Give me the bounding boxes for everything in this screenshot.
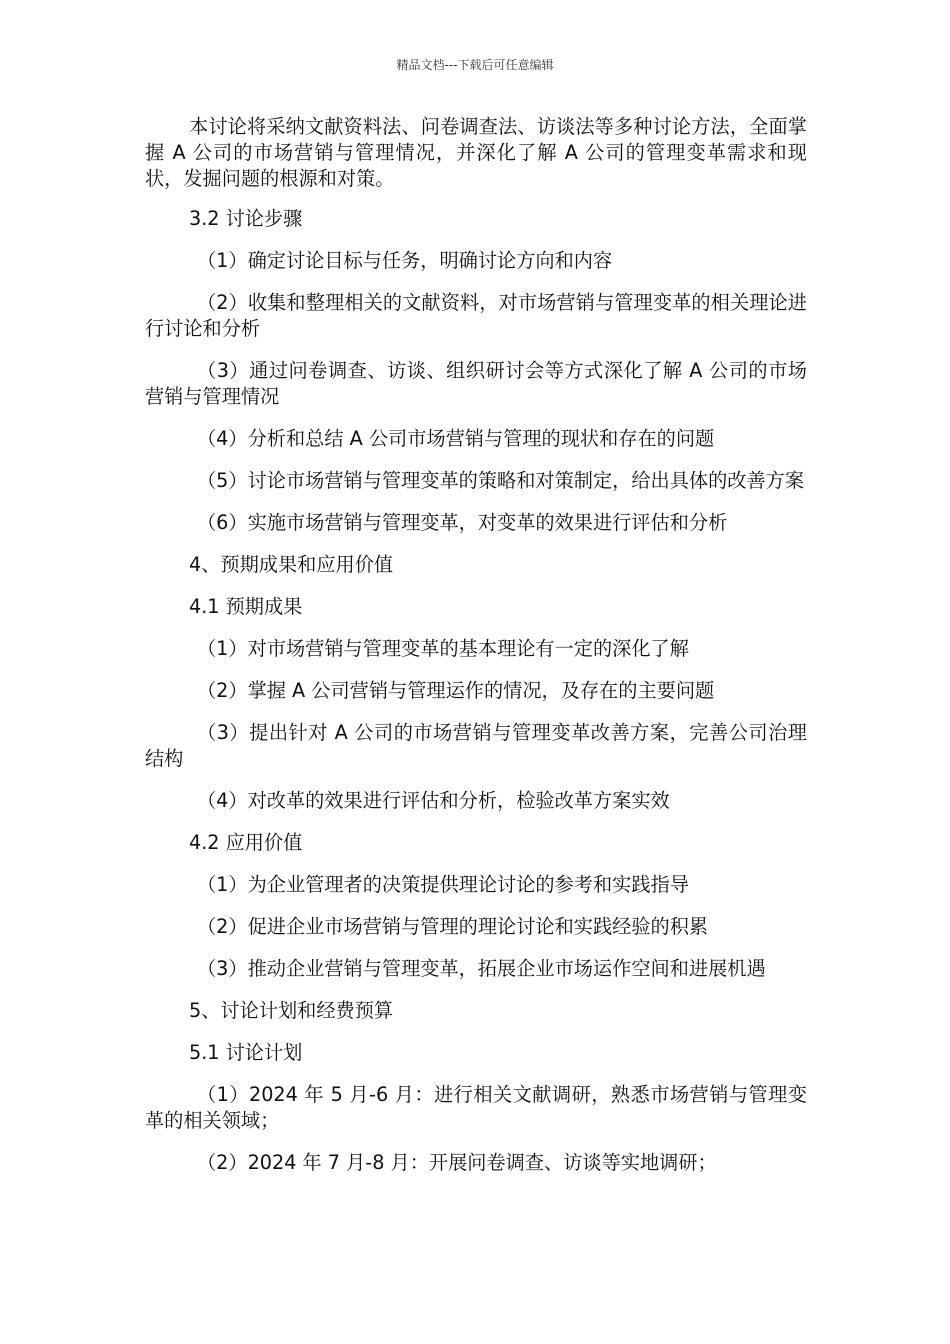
section-heading: 4.1 预期成果 (189, 595, 303, 618)
list-item: （1）2024 年 5 月-6 月：进行相关文献调研，熟悉市场营销与管理变革的相关领域； (145, 1083, 807, 1132)
list-item: （1）为企业管理者的决策提供理论讨论的参考和实践指导 (197, 873, 689, 896)
list-item: （2）2024 年 7 月-8 月：开展问卷调查、访谈等实地调研； (197, 1151, 717, 1174)
list-item: （1）对市场营销与管理变革的基本理论有一定的深化了解 (197, 637, 689, 660)
list-item: （3）通过问卷调查、访谈、组织研讨会等方式深化了解 A 公司的市场营销与管理情况 (145, 359, 807, 408)
list-item: （2）促进企业市场营销与管理的理论讨论和实践经验的积累 (197, 915, 709, 938)
list-item: （2）收集和整理相关的文献资料，对市场营销与管理变革的相关理论进行讨论和分析 (145, 291, 807, 340)
list-item: （4）分析和总结 A 公司市场营销与管理的现状和存在的问题 (197, 427, 715, 450)
document-body (145, 114, 807, 1192)
section-heading: 5.1 讨论计划 (189, 1041, 303, 1064)
list-item: （5）讨论市场营销与管理变革的策略和对策制定，给出具体的改善方案 (197, 469, 805, 492)
list-item: （3）推动企业营销与管理变革，拓展企业市场运作空间和进展机遇 (197, 957, 766, 980)
list-item: （6）实施市场营销与管理变革，对变革的效果进行评估和分析 (197, 511, 728, 534)
section-heading: 3.2 讨论步骤 (189, 207, 303, 230)
section-heading: 4.2 应用价值 (189, 831, 303, 854)
list-item: （2）掌握 A 公司营销与管理运作的情况，及存在的主要问题 (197, 679, 715, 702)
page-header: 精品文档---下载后可任意编辑 (396, 58, 554, 72)
list-item: （3）提出针对 A 公司的市场营销与管理变革改善方案，完善公司治理结构 (145, 721, 807, 770)
list-item: （4）对改革的效果进行评估和分析，检验改革方案实效 (197, 789, 670, 812)
section-heading: 5、讨论计划和经费预算 (189, 999, 394, 1022)
section-heading: 4、预期成果和应用价值 (189, 553, 394, 576)
body-paragraph: 本讨论将采纳文献资料法、问卷调查法、访谈法等多种讨论方法，全面掌握 A 公司的市场营销与管理情况，并深化了解 A 公司的管理变革需求和现状，发掘问题的根源和对策。 (145, 115, 807, 190)
list-item: （1）确定讨论目标与任务，明确讨论方向和内容 (197, 249, 613, 272)
